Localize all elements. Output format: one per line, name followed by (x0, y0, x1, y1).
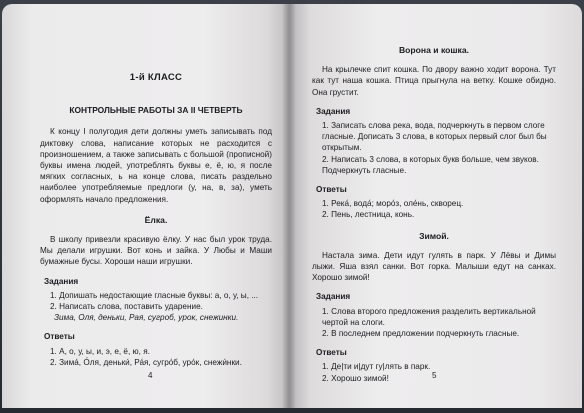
answers2-label: Ответы (316, 348, 347, 358)
task-1: 1. Допишать недостающие гласные буквы: а, о, у, ы, ... (50, 290, 259, 300)
text-body-vorona: На крылечке спит кошка. По двору важно ходит ворона. Тут как тут наша кошка. Птица прыгнула на ветку. Кошке обидно. Она грустит. (312, 65, 556, 97)
section-heading: КОНТРОЛЬНЫЕ РАБОТЫ ЗА II ЧЕТВЕРТЬ (69, 105, 243, 116)
right-task2-1: 1. Слова второго предложения разделить вертикальной чертой на слоги. (322, 306, 536, 327)
right-answer2-1: 1. Де|ти и|дут гу|лять в парк. (322, 362, 431, 372)
tasks2-label: Задания (316, 292, 351, 302)
answers-label-right: Ответы (316, 185, 347, 195)
answer-1: 1. А, о, у, ы, и, э, е, ё, ю, я. (50, 346, 150, 356)
intro-paragraph: К концу I полугодия дети должны уметь записывать под диктовку слова, написание которых не расходится с произношением, а также записывать с большой (прописной) буквы имена людей, употреблять буквы е, ё, ю, я после мягких согласных, ь на конце слова, писать раздельно наиболее употребляемые предлоги (у, на, в, за), уметь оформлять начало предложения. (40, 127, 272, 204)
text-title-vorona: Ворона и кошка. (398, 45, 470, 55)
text-body-zimoy: Настала зима. Дети идут гулять в парк. У Лёвы и Димы лыжи. Яша взял санки. Вот горка. Малыши едут на санках. Хорошо зимой! (312, 250, 556, 283)
right-task-1: 1. Записать слова река, вода, подчеркнуть в первом слоге гласные. Дописать 3 слова, в которых первый слог был бы открытым. (322, 121, 547, 153)
text-title-elka: Ёлка. (144, 214, 168, 225)
right-answer-2: 2. Пень, лестница, конь. (322, 210, 415, 220)
right-task2-2: 2. В последнем предложении подчеркнуть гласные. (322, 329, 520, 339)
book-gutter (282, 4, 296, 408)
tasks-label: Задания (44, 276, 79, 286)
task-2-words: Зима, Оля, деньки, Рая, сугроб, урок, снежинки. (54, 313, 239, 323)
tasks-label-right: Задания (316, 106, 351, 116)
left-page-content (40, 72, 272, 368)
text-title-zimoy: Зимой. (419, 230, 449, 241)
page-number-right: 5 (432, 371, 437, 380)
answers-label: Ответы (44, 332, 75, 342)
right-answer-1: 1. Река́, вода́; моро́з, оле́нь, скворец. (322, 199, 464, 209)
right-page-content (312, 45, 556, 384)
text-body-elka: В школу привезли красивую ёлку. У нас был урок труда. Мы делали игрушки. Вот конь и зайка. У Любы и Маши бумажные бусы. Хороши наши игрушки. (40, 235, 272, 267)
page-number-left: 4 (148, 371, 153, 380)
left-page (2, 4, 290, 408)
grade-heading: 1-й КЛАСС (129, 72, 183, 83)
task-2: 2. Написать слова, поставить ударение. (50, 302, 203, 312)
right-task-2: 2. Написать 3 слова, в которых букв больше, чем звуков. Подчеркнуть гласные. (322, 154, 539, 175)
right-answer2-2: 2. Хорошо зимой! (322, 373, 389, 383)
answer-2: 2. Зима́, О́ля, деньки́, Ра́я, сугро́б, уро́к, снежи́нки. (50, 357, 242, 367)
right-page (290, 4, 582, 408)
